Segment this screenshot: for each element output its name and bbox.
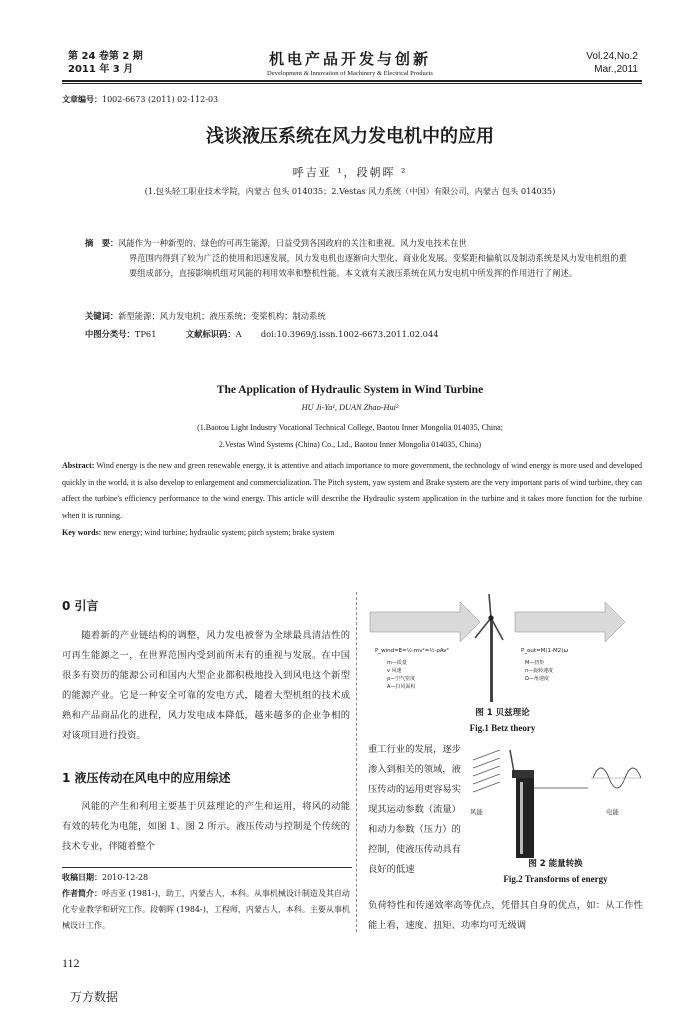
abstract-cn-line1: 风能作为一种新型的、绿色的可再生能源，日益受到各国政府的关注和重视。风力发电技术在世 [118,238,467,248]
article-number-value: 1002-6673 (2011) 02-112-03 [102,95,219,104]
rotor-blade [510,750,514,772]
title-cn: 浅谈液压系统在风力发电机中的应用 [206,126,494,147]
legend-right-0: M—扭矩 [525,660,545,666]
footnote-rule [62,867,352,868]
wind-arrow-right [515,602,625,642]
abstract-en-label: Abstract: [62,461,95,470]
figure-1-caption-en: Fig.1 Betz theory [469,723,536,733]
legend-right-1: n—旋转速度 [525,668,554,674]
right-column-text-narrow: 重工行业的发展，逐步渗入到相关的领域，液压传动的运用更容易实现其运动参数（流量）和动力参数（压力）的控制，使液压传动具有良好的低速 [368,744,461,875]
hub [488,615,493,620]
authors-cn: 呼吉亚 ¹，段朝晖 ² [292,166,408,179]
section-1-title: 1 液压传动在风电中的应用综述 [62,771,231,785]
section-0-paragraph [62,626,350,746]
keywords-cn-value: 新型能源；风力发电机；液压系统；变桨机构；制动系统 [118,311,326,321]
wind-arrow-left [370,602,480,642]
section-0-title: 0 引言 [62,599,99,613]
header-rule [62,80,642,82]
legend-right-2: Ω—角速度 [525,676,549,682]
section-0-text: 随着新的产业链结构的调整，风力发电被誉为全球最具清洁性的可再生能源之一，在世界范围内受到前所未有的重视与发展。在中国很多有资历的能源公司和国内大型企业都积极地投入到风电这个新型的能源产业。它是一种安全可靠的发电方式，随着大型机组的技术成熟和产品商品化的进程，风力发电成本降低，越来越多的企业争相的对该项目进行投资。 [62,630,350,741]
article-number-label: 文章编号： [62,95,102,104]
title-en: The Application of Hydraulic System in Wind Turbine [216,384,484,396]
doc-code-label: 文献标识码： [185,329,236,339]
abstract-en-text: Wind energy is the new and green renewable energy, it is attentive and attach importance to more government, the technology of wind energy is more used and developed quickly in the world, it is also develop to enlargement and commercialization. The Pitch system, yaw system and Brake system are the very important parts of wind turbine, they can affect the turbine's efficiency performance to the wind energy. This article will describe the Hydraulic system application in the turbine and it takes more function for the turbine when it is running. [62,461,643,520]
received-value: 2010-12-28 [102,873,149,882]
figure-2-caption-cn: 图 2 能量转换 [528,859,583,869]
cls-label: 中图分类号： [85,329,135,339]
received-label: 收稿日期： [62,873,102,882]
wind-line [473,774,500,784]
date-cn: 2011 年 3 月 [68,64,134,75]
journal-name-en: Development & Innovation of Machinery & Electrical Products [267,70,433,77]
doi: doi:10.3969/j.issn.1002-6673.2011.02.044 [260,329,439,339]
section-1-paragraph [62,797,350,857]
legend-left-3: A—扫风面积 [387,684,416,690]
date-en: Mar.,2011 [594,64,638,75]
formula-right: P_out=M(1-M2)ω [521,648,569,654]
section-1-text: 风能的产生和利用主要基于贝兹理论的产生和运用，将风的动能有效的转化为电能，如图 1、图 2 所示。液压传动与控制是个传统的技术专业，伴随着整个 [62,801,350,852]
label-electric-energy: 电能 [606,808,619,816]
page-number: 112 [62,956,80,970]
legend-left-2: ρ—空气密度 [387,676,416,682]
legend-left-0: m—质量 [387,660,407,666]
right-column-text-full: 负荷特性和传递效率高等优点，凭借其自身的优点，如：从工作性能上看，速度、扭矩、功率均可无级调 [368,900,643,931]
received-date [62,870,352,886]
tower-column [516,778,534,858]
label-wind-energy: 风能 [470,808,483,816]
journal-name-cn: 机电产品开发与创新 [268,50,431,68]
wind-line [473,766,500,776]
author-bio-label: 作者简介： [62,889,102,898]
keywords-en-value: new energy; wind turbine; hydraulic system; pitch system; brake system [103,528,335,537]
header-rule-thin [62,83,642,84]
tower [490,618,493,702]
figure-1-betz-theory [365,592,640,702]
author-bio [62,886,352,934]
column-separator [356,592,357,932]
figure-2-energy-transform [468,748,643,858]
affiliation-en-2: 2.Vestas Wind Systems (China) Co., Ltd., Baotou Inner Mongolia 014035, China) [218,440,482,449]
keywords-cn-label: 关键词： [85,311,119,321]
wind-line [473,782,500,792]
abstract-cn [85,236,630,281]
legend-left-1: v 风速 [387,668,402,674]
nacelle [512,770,534,778]
article-number [62,94,218,105]
wind-line [473,758,500,768]
keywords-en [62,528,642,537]
tower-highlight [520,782,523,854]
keywords-cn [85,310,645,322]
cls-value: TP61 [134,329,157,339]
abstract-cn-label: 摘 要： [85,238,119,248]
classification-line [85,328,645,340]
formula-left: P_wind=E=½·mv²=½·ρAv³ [375,648,449,654]
author-bio-value: 呼吉亚 (1981-)，助工，内蒙古人，本科。从事机械设计制造及其自动化专业教学和研究工作。段朝晖 (1984-)，工程师，内蒙古人，本科。主要从事机械设计工作。 [62,889,350,930]
journal-issue-en [586,50,638,76]
abstract-cn-body: 界范围内得到了较为广泛的使用和迅速发展，风力发电机也逐渐向大型化、商业化发展。变桨距和偏航以及制动系统是风力发电机组的重要组成部分，直接影响机组对风能的利用效率和整机性能。本文就有关液压系统在风力发电机中所发挥的作用进行了阐述。 [129,253,627,278]
vol-en: Vol.24,No.2 [586,51,638,62]
watermark: 万方数据 [70,990,119,1004]
affiliation-en-1: (1.Baotou Light Industry Vocational Technical College, Baotou Inner Mongolia 014035, China; [197,423,503,432]
abstract-en [62,458,642,524]
keywords-en-label: Key words: [62,528,102,537]
wind-line [473,750,500,760]
figure-2-caption-en: Fig.2 Transforms of energy [503,874,608,884]
doc-code-value: A [235,329,242,339]
blade-up [489,594,491,618]
affiliation-cn: (1.包头轻工职业技术学院，内蒙古 包头 014035；2.Vestas 风力系统（中国）有限公司，内蒙古 包头 014035) [144,186,556,196]
authors-en: HU Ji-Ya¹, DUAN Zhao-Hui² [301,403,399,412]
figure-1-caption-cn: 图 1 贝兹理论 [475,708,530,718]
issue-cn: 第 24 卷第 2 期 [68,51,143,62]
